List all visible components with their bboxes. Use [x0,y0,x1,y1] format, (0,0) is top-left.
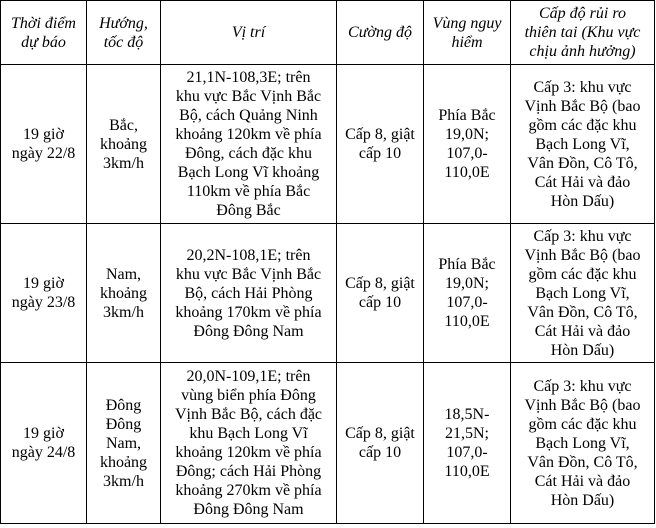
cell-risk-level: Cấp 3: khu vực Vịnh Bắc Bộ (bao gồm các đặc khu Bạch Long Vĩ, Vân Đồn, Cô Tô, Cát Hải và đảo Hòn Dấu) [511,65,655,224]
header-forecast-time: Thời điểm dự báo [1,1,87,65]
header-danger-zone: Vùng nguy hiểm [424,1,511,65]
cell-risk-level: Cấp 3: khu vực Vịnh Bắc Bộ (bao gồm các đặc khu Bạch Long Vĩ, Vân Đồn, Cô Tô, Cát Hải và đảo Hòn Dấu) [511,224,655,363]
table-row [1,363,655,524]
table-row [1,224,655,363]
cell-direction: Bắc, khoảng 3km/h [87,65,161,224]
cell-direction: Nam, khoảng 3km/h [87,224,161,363]
header-direction-speed: Hướng, tốc độ [87,1,161,65]
cell-intensity: Cấp 8, giật cấp 10 [337,65,424,224]
cell-time: 19 giờ ngày 23/8 [1,224,87,363]
cell-danger-zone: Phía Bắc 19,0N; 107,0- 110,0E [424,65,511,224]
header-position: Vị trí [161,1,337,65]
cell-position: 20,0N-109,1E; trên vùng biển phía Đông Vịnh Bắc Bộ, cách đặc khu Bạch Long Vĩ khoảng 120km về phía Đông; cách Hải Phòng khoảng 270km về phía Đông Đông Nam [161,363,337,524]
cell-position: 21,1N-108,3E; trên khu vực Bắc Vịnh Bắc Bộ, cách Quảng Ninh khoảng 120km về phía Đông, cách đặc khu Bạch Long Vĩ khoảng 110km về phía Bắc Đông Bắc [161,65,337,224]
cell-risk-level: Cấp 3: khu vực Vịnh Bắc Bộ (bao gồm các đặc khu Bạch Long Vĩ, Vân Đồn, Cô Tô, Cát Hải và đảo Hòn Dấu) [511,363,655,524]
cell-intensity: Cấp 8, giật cấp 10 [337,224,424,363]
cell-direction: Đông Đông Nam, khoảng 3km/h [87,363,161,524]
cell-time: 19 giờ ngày 22/8 [1,65,87,224]
header-intensity: Cường độ [337,1,424,65]
cell-danger-zone: 18,5N- 21,5N; 107,0- 110,0E [424,363,511,524]
table-row [1,65,655,224]
cell-danger-zone: Phía Bắc 19,0N; 107,0- 110,0E [424,224,511,363]
cell-position: 20,2N-108,1E; trên khu vực Bắc Vịnh Bắc Bộ, cách Hải Phòng khoảng 170km về phía Đông Đông Nam [161,224,337,363]
cell-intensity: Cấp 8, giật cấp 10 [337,363,424,524]
header-risk-level: Cấp độ rủi ro thiên tai (Khu vực chịu ảnh hưởng) [511,1,655,65]
table-header-row [1,1,655,65]
cell-time: 19 giờ ngày 24/8 [1,363,87,524]
